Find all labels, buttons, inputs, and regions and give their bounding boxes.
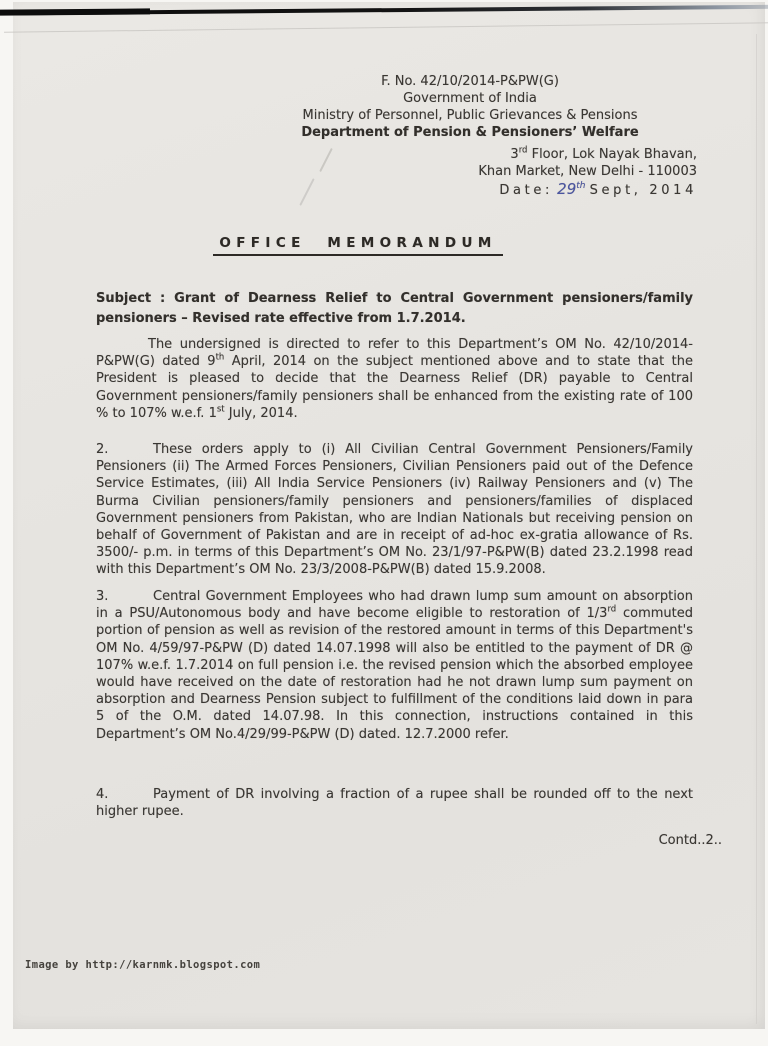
paragraph-1: The undersigned is directed to refer to this Department’s OM No. 42/10/2014-P&PW(G) dated 9th April, 2014 on the subject mentioned above and to state that the President is pleased to decide that the Dearness Relief (DR) payable to Central Government pensioners/family pensioners shall be enhanced from the existing rate of 100 % to 107% w.e.f. 1st July, 2014. — [96, 337, 693, 421]
ministry-line: Ministry of Personnel, Public Grievances & Pensions — [302, 108, 638, 123]
paragraph-number: 4. — [96, 787, 109, 802]
scan-edge-top-left — [0, 8, 150, 15]
date-line — [478, 181, 697, 199]
paragraph-4: 4. Payment of DR involving a fraction of a rupee shall be rounded off to the next higher rupee. — [96, 787, 693, 820]
continuation-marker: Contd..2.. — [658, 833, 722, 848]
address-block — [478, 146, 697, 199]
memo-title: OFFICE MEMORANDUM — [213, 235, 502, 256]
scan-edge-right-line — [756, 34, 757, 1024]
letterhead — [172, 73, 768, 141]
file-number: F. No. 42/10/2014-P&PW(G) — [381, 74, 559, 89]
paragraph-2: 2. These orders apply to (i) All Civilian Central Government Pensioners/Family Pensioners (ii) The Armed Forces Pensioners, Civilian Pensioners paid out of the Defence Service Estimates, (iii) All India Service Pensioners (iv) Railway Pensioners and (v) The Burma Civilian pensioners/family pensioners and pensioners/families of displaced Government pensioners from Pakistan, who are Indian Nationals but receiving pension on behalf of Government of Pakistan and are in receipt of ad-hoc ex-gratia allowance of Rs. 3500/- p.m. in terms of this Department’s OM No. 23/1/97-P&PW(B) dated 23.2.1998 read with this Department’s OM No. 23/3/2008-P&PW(B) dated 15.9.2008. — [96, 442, 693, 578]
department-line: Department of Pension & Pensioners’ Welfare — [301, 125, 639, 140]
address-line-2: Khan Market, New Delhi - 110003 — [478, 164, 697, 179]
memo-title-wrap — [62, 232, 654, 256]
source-watermark: Image by http://karnmk.blogspot.com — [25, 959, 261, 971]
paragraph-3: 3. Central Government Employees who had drawn lump sum amount on absorption in a PSU/Autonomous body and have become eligible to restoration of 1/3rd commuted portion of pension as well as revision of the restored amount in terms of this Department's OM No. 4/59/97-P&PW (D) dated 14.07.1998 will also be entitled to the payment of DR @ 107% w.e.f. 1.7.2014 on full pension i.e. the revised pension which the absorbed employee would have received on the date of restoration had he not drawn lump sum payment on absorption and Dearness Pension subject to fulfillment of the conditions laid down in para 5 of the O.M. dated 14.07.98. In this connection, instructions contained in this Department’s OM No.4/29/99-P&PW (D) dated. 12.7.2000 refer. — [96, 589, 693, 742]
paragraph-number: 2. — [96, 442, 109, 457]
date-month-year: Sept, 2014 — [589, 183, 697, 198]
handwritten-date: 29th — [557, 180, 586, 198]
date-label: Date: — [499, 183, 554, 198]
government-line: Government of India — [403, 91, 537, 106]
paragraph-number: 3. — [96, 589, 109, 604]
address-line-1: 3rd Floor, Lok Nayak Bhavan, — [510, 145, 697, 162]
subject-line: Subject : Grant of Dearness Relief to Central Government pensioners/family pensioners – Revised rate effective from 1.7.2014. — [96, 291, 693, 326]
